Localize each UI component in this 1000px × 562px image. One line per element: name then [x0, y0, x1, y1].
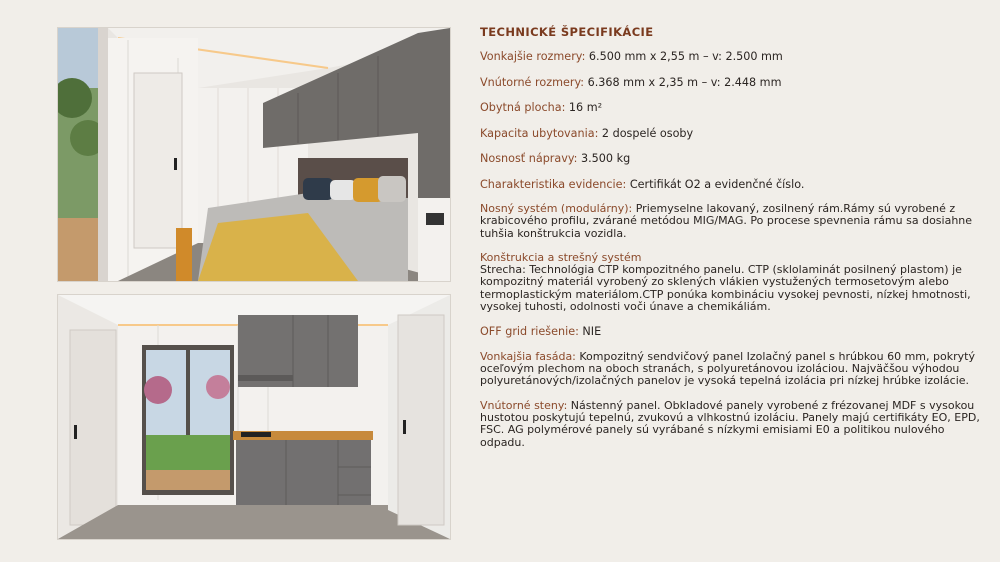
spec-outer-dimensions: Vonkajšie rozmery: 6.500 mm x 2,55 m – v: 2.500 mm [480, 50, 783, 63]
spec-offgrid: OFF grid riešenie: NIE [480, 325, 602, 339]
kitchen-photo [57, 294, 451, 540]
bedroom-photo [57, 27, 451, 282]
spec-roof-construction: Konštrukcia a strešný systém Strecha: Technológia CTP kompozitného panelu. CTP (sklolaminát posilnený plastom) je kompozitný materiál vyrobený zo sklených vlákien vystužených termosetovým alebo termoplastickým materiálom.CTP ponúka kombináciu vysokej pevnosti, nízkej hmotnosti, vysokej tuhosti, odolnosti voči únave a chemikáliám. [480, 250, 971, 314]
section-title: TECHNICKÉ ŠPECIFIKÁCIE [480, 25, 654, 39]
spec-inner-dimensions: Vnútorné rozmery: 6.368 mm x 2,35 m – v: 2.448 mm [480, 75, 782, 89]
spec-facade: Vonkajšia fasáda: Kompozitný sendvičový panel Izolačný panel s hrúbkou 60 mm, pokrytý oceľovým plechom na oboch stranách, s polyuretánovou izoláciou. Najväčšou výhodou polyuretánových/izolačných panelov je vysoká tepelná izolácia pri nízkej hrúbke izolácie. [480, 349, 975, 388]
spec-living-area: Obytná plocha: 16 m² [480, 101, 603, 114]
spec-frame-system: Nosný systém (modulárny): Priemyselne lakovaný, zosilnený rám.Rámy sú vyrobené z krabicového profilu, zvárané metódou MIG/MAG. Po procese spevnenia rámu sa dosiahne tuhšia konštrukcia vozidla. [480, 202, 973, 240]
spec-axle-load: Nosnosť nápravy: 3.500 kg [480, 152, 631, 165]
specifications-panel [480, 25, 980, 461]
spec-registration: Charakteristika evidencie: Certifikát O2 a evidenčné číslo. [480, 177, 805, 191]
spec-inner-walls: Vnútorné steny: Nástenný panel. Obkladové panely vyrobené z frézovanej MDF s vysokou hustotou poskytujú tepelnú, zvukovú a vlhkostnú izoláciu. Panely majú certifikáty EO, EPD, FSC. AG polymérové panely sú vyrábané s nízkymi emisiami E0 a politikou nulového odpadu. [480, 398, 980, 449]
spec-capacity: Kapacita ubytovania: 2 dospelé osoby [480, 126, 694, 140]
